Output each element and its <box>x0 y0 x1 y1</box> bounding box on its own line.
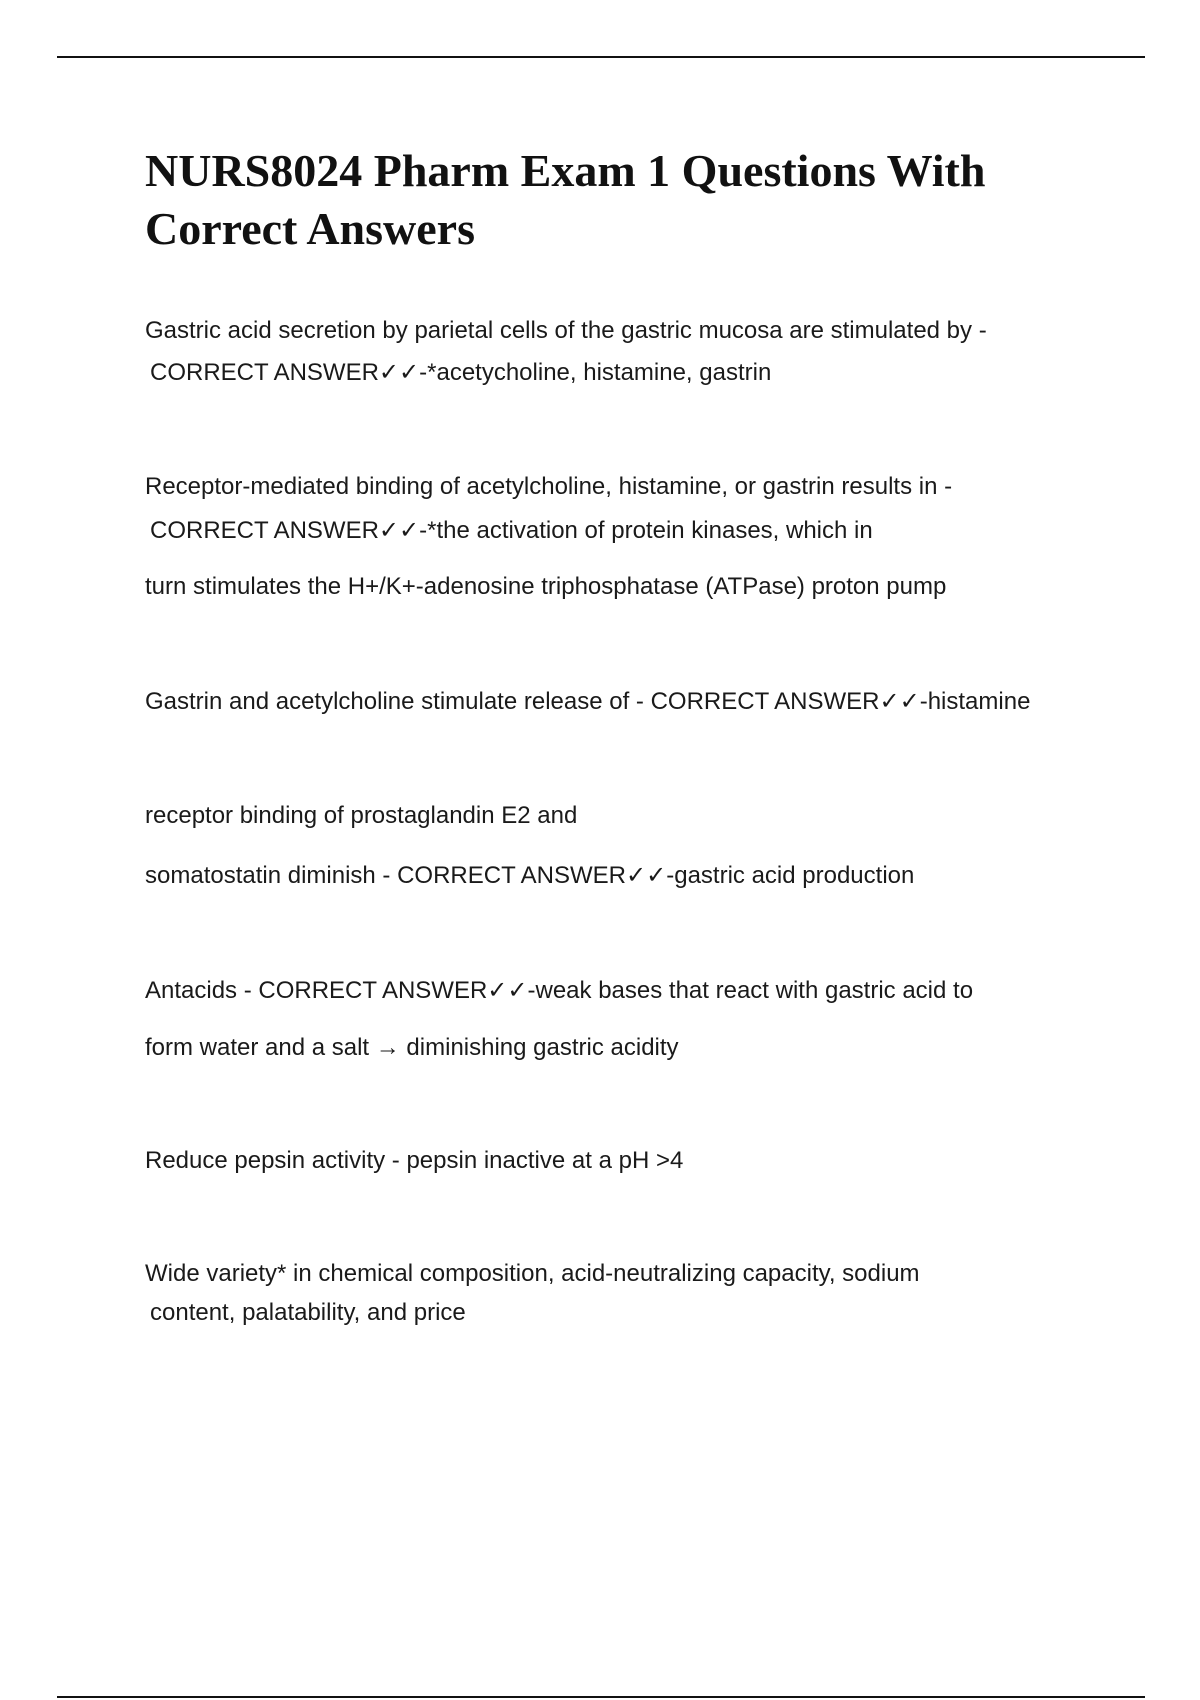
entry-2-question: Receptor-mediated binding of acetylcholine, histamine, or gastrin results in - <box>145 473 953 500</box>
entry-5-line-1: Antacids - CORRECT ANSWER✓✓-weak bases that react with gastric acid to <box>145 977 974 1004</box>
document-title <box>145 142 1105 258</box>
entry-7-line-1: Wide variety* in chemical composition, acid-neutralizing capacity, sodium <box>145 1260 920 1287</box>
entry-2-answer-continued: turn stimulates the H+/K+-adenosine triphosphatase (ATPase) proton pump <box>145 573 947 600</box>
entry-3-line: Gastrin and acetylcholine stimulate release of - CORRECT ANSWER✓✓-histamine <box>145 688 1031 715</box>
entry-1-answer: CORRECT ANSWER✓✓-*acetycholine, histamine, gastrin <box>150 359 772 386</box>
footer-rule <box>57 1696 1145 1698</box>
entry-6-line: Reduce pepsin activity - pepsin inactive at a pH >4 <box>145 1147 684 1174</box>
title-line-1: NURS8024 Pharm Exam 1 Questions With <box>145 145 986 196</box>
header-rule <box>57 56 1145 58</box>
entry-5-line-2: form water and a salt → diminishing gastric acidity <box>145 1034 679 1061</box>
entry-4-answer: somatostatin diminish - CORRECT ANSWER✓✓-gastric acid production <box>145 862 915 889</box>
title-line-2: Correct Answers <box>145 203 475 254</box>
entry-7-line-2: content, palatability, and price <box>150 1299 466 1326</box>
entry-1-question: Gastric acid secretion by parietal cells of the gastric mucosa are stimulated by - <box>145 317 987 344</box>
entry-2-answer: CORRECT ANSWER✓✓-*the activation of protein kinases, which in <box>150 517 873 544</box>
entry-4-question: receptor binding of prostaglandin E2 and <box>145 802 578 829</box>
